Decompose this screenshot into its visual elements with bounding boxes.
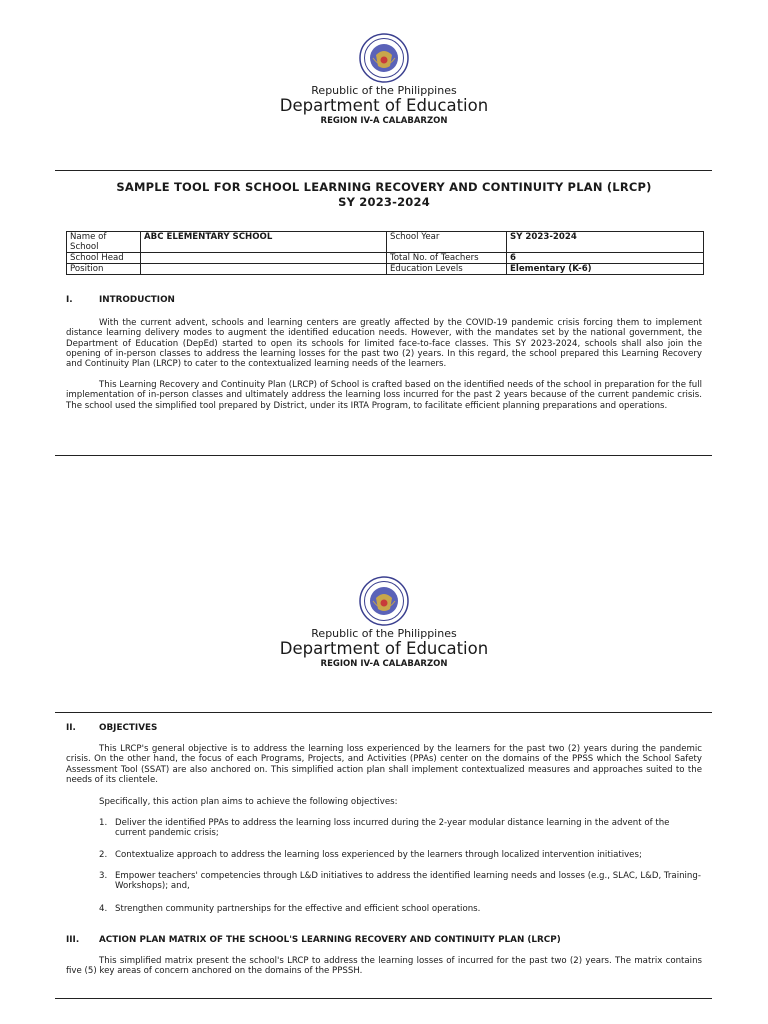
school-year-label: School Year <box>387 232 507 253</box>
list-item: Deliver the identified PPAs to address the learning loss incurred during the 2-year modular distance learning in the advent of the current pandemic crisis; <box>115 818 670 839</box>
education-levels-value: Elementary (K-6) <box>507 264 704 275</box>
table-row <box>67 232 704 253</box>
list-item-number: 3. <box>99 871 108 881</box>
name-of-school-label: Name of School <box>67 232 141 253</box>
school-head-label: School Head <box>67 253 141 264</box>
section-heading-objectives: OBJECTIVES <box>99 723 158 733</box>
school-year-value: SY 2023-2024 <box>507 232 704 253</box>
total-teachers-value: 6 <box>507 253 704 264</box>
page-1-bottom-rule <box>55 455 712 456</box>
section-number-intro: I. <box>66 295 73 305</box>
position-label: Position <box>67 264 141 275</box>
section-heading-action-plan: ACTION PLAN MATRIX OF THE SCHOOL'S LEARNING RECOVERY AND CONTINUITY PLAN (LRCP) <box>99 935 561 945</box>
page-2-bottom-rule <box>55 998 712 999</box>
position-value <box>141 264 387 275</box>
list-item: Empower teachers' competencies through L&D initiatives to address the identified learning needs and losses (e.g., SLAC, L&D, Training-Workshops); and, <box>115 871 701 892</box>
deped-seal-logo <box>359 33 409 83</box>
list-item-number: 2. <box>99 850 108 860</box>
section-number-objectives: II. <box>66 723 76 733</box>
education-levels-label: Education Levels <box>387 264 507 275</box>
section-number-action-plan: III. <box>66 935 80 945</box>
intro-paragraph-2: This Learning Recovery and Continuity Plan (LRCP) of School is crafted based on the identified needs of the school in preparation for the full implementation of in-person classes and ultimately address the learning loss incurred for the past 2 years because of the current pandemic crisis. The school used the simplified tool prepared by District, under its IRTA Program, to facilitate efficient planning preparations and operations. <box>66 380 702 411</box>
school-info-table <box>66 231 704 275</box>
list-item: Strengthen community partnerships for the effective and efficient school operations. <box>115 904 481 914</box>
header-divider <box>55 712 712 713</box>
intro-paragraph-1: With the current advent, schools and learning centers are greatly affected by the COVID-19 pandemic crisis forcing them to implement distance learning delivery modes to augment the identified education needs. However, with the mandates set by the national government, the Department of Education (DepEd) started to open its schools for limited face-to-face classes. This SY 2023-2024, schools shall also join the opening of in-person classes to address the learning losses for the past two (2) years. In this regard, the school prepared this Learning Recovery and Continuity Plan (LRCP) to cater to the contextualized learning needs of the learners. <box>66 318 702 370</box>
deped-seal-logo <box>359 576 409 626</box>
table-row <box>67 264 704 275</box>
name-of-school-value: ABC ELEMENTARY SCHOOL <box>141 232 387 253</box>
section-heading-intro: INTRODUCTION <box>99 295 175 305</box>
list-item-number: 1. <box>99 818 108 828</box>
table-row <box>67 253 704 264</box>
region-name: REGION IV-A CALABARZON <box>320 116 448 126</box>
list-item: Contextualize approach to address the learning loss experienced by the learners through localized intervention initiatives; <box>115 850 642 860</box>
region-name: REGION IV-A CALABARZON <box>320 659 448 669</box>
header-divider <box>55 170 712 171</box>
objectives-intro-line: Specifically, this action plan aims to achieve the following objectives: <box>99 797 398 807</box>
republic-text: Republic of the Philippines <box>311 84 457 97</box>
republic-text: Republic of the Philippines <box>311 627 457 640</box>
department-name: Department of Education <box>279 639 489 658</box>
objectives-paragraph: This LRCP's general objective is to address the learning loss experienced by the learners for the past two (2) years during the pandemic crisis. On the other hand, the focus of each Programs, Projects, and Activities (PPAs) center on the domains of the PPSS which the School Safety Assessment Tool (SSAT) are also anchored on. This simplified action plan shall implement contextualized measures and approaches suited to the needs of its clientele. <box>66 744 702 785</box>
action-plan-paragraph: This simplified matrix present the school's LRCP to address the learning losses of incurred for the past two (2) years. The matrix contains five (5) key areas of concern anchored on the domains of the PPSSH. <box>66 956 702 977</box>
school-head-value <box>141 253 387 264</box>
total-teachers-label: Total No. of Teachers <box>387 253 507 264</box>
list-item-number: 4. <box>99 904 108 914</box>
department-name: Department of Education <box>279 96 489 115</box>
document-title: SAMPLE TOOL FOR SCHOOL LEARNING RECOVERY AND CONTINUITY PLAN (LRCP) <box>116 180 652 194</box>
school-year-title: SY 2023-2024 <box>338 195 430 209</box>
